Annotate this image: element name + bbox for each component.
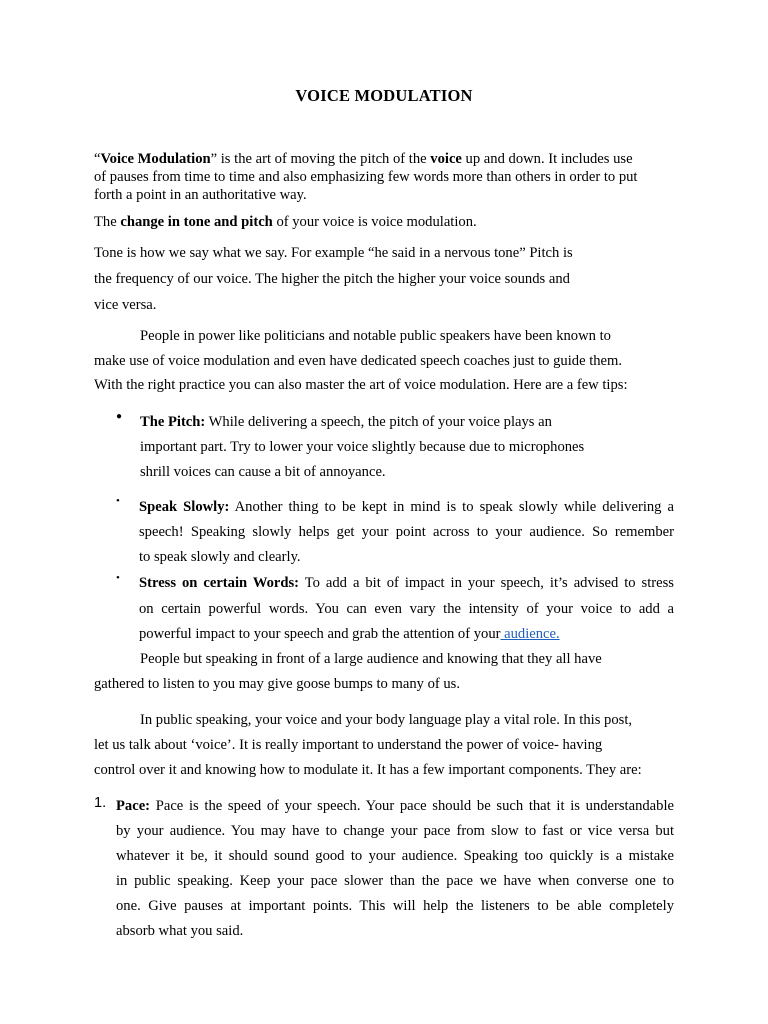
tone-line-1: Tone is how we say what we say. For example “he said in a nervous tone” Pitch is bbox=[94, 245, 573, 261]
bullet-small-icon: • bbox=[116, 572, 120, 584]
goose-line-1: People but speaking in front of a large audience and knowing that they all have bbox=[140, 651, 602, 667]
change-sentence: The change in tone and pitch of your voice is voice modulation. bbox=[94, 214, 477, 230]
bullet-pitch-line-3: shrill voices can cause a bit of annoyance. bbox=[140, 464, 386, 480]
intro-line-3: forth a point in an authoritative way. bbox=[94, 187, 307, 203]
pace-line-6: absorb what you said. bbox=[116, 923, 244, 939]
bullet-slow-line-1: Speak Slowly: Another thing to be kept in mind is to speak slowly while delivering a bbox=[139, 499, 674, 515]
bullet-slow-line-3: to speak slowly and clearly. bbox=[139, 549, 301, 565]
bullet-pitch bbox=[140, 410, 680, 485]
bullet-slow-label: Speak Slowly: bbox=[139, 499, 230, 515]
tone-line-3: vice versa. bbox=[94, 297, 157, 313]
bullet-stress-label: Stress on certain Words: bbox=[139, 575, 300, 591]
public-line-3: control over it and knowing how to modulate it. It has a few important components. They are: bbox=[94, 762, 642, 778]
public-line-2: let us talk about ‘voice’. It is really important to understand the power of voice- having bbox=[94, 737, 603, 753]
power-line-2: make use of voice modulation and even have dedicated speech coaches just to guide them. bbox=[94, 352, 623, 369]
bullet-small-icon: • bbox=[116, 495, 120, 507]
power-line-1: People in power like politicians and notable public speakers have been known to bbox=[140, 328, 611, 344]
term-change-tone-pitch: change in tone and pitch bbox=[120, 214, 273, 230]
intro-line-1: “Voice Modulation” is the art of moving the pitch of the voice up and down. It includes use bbox=[94, 151, 633, 167]
pace-line-4: in public speaking. Keep your pace slower than the pace we have when converse one to bbox=[116, 873, 674, 889]
bullet-stress-line-3: powerful impact to your speech and grab the attention of your audience. bbox=[139, 626, 560, 642]
intro-paragraph bbox=[94, 150, 674, 204]
bullet-pitch-label: The Pitch: bbox=[140, 414, 206, 430]
tone-line-2: the frequency of our voice. The higher the pitch the higher your voice sounds and bbox=[94, 271, 570, 287]
goose-paragraph bbox=[94, 647, 674, 697]
bullet-pitch-line-2: important part. Try to lower your voice slightly because due to microphones bbox=[140, 439, 585, 455]
bullet-stress-line-2: on certain powerful words. You can even vary the intensity of your voice to add a bbox=[139, 600, 674, 617]
page-title: VOICE MODULATION bbox=[295, 86, 473, 105]
bullet-stress bbox=[139, 571, 674, 648]
bullet-slow bbox=[139, 495, 674, 570]
pace-line-5: one. Give pauses at important points. This will help the listeners to be able completely bbox=[116, 898, 674, 914]
list-item-pace bbox=[116, 794, 674, 944]
bullet-filled-icon: ● bbox=[116, 411, 123, 422]
list-number: 1. bbox=[94, 795, 107, 811]
pace-line-2: by your audience. You may have to change your pace from slow to fast or vice versa but bbox=[116, 823, 674, 839]
pace-label: Pace: bbox=[116, 798, 151, 814]
goose-line-2: gathered to listen to you may give goose bumps to many of us. bbox=[94, 676, 461, 692]
term-voice: voice bbox=[430, 151, 462, 167]
public-line-1: In public speaking, your voice and your body language play a vital role. In this post, bbox=[140, 712, 633, 728]
public-paragraph bbox=[94, 708, 674, 783]
tone-paragraph bbox=[94, 240, 674, 318]
term-voice-modulation: Voice Modulation bbox=[100, 151, 211, 167]
intro-line-2: of pauses from time to time and also emphasizing few words more than others in order to put bbox=[94, 169, 638, 185]
pace-line-3: whatever it be, it should sound good to your audience. Speaking too quickly is a mistake bbox=[116, 848, 674, 864]
bullet-pitch-line-1: The Pitch: While delivering a speech, the pitch of your voice plays an bbox=[140, 414, 552, 430]
audience-link[interactable]: audience. bbox=[500, 626, 560, 642]
pace-line-1: Pace: Pace is the speed of your speech. Your pace should be such that it is understandable bbox=[116, 798, 674, 814]
bullet-slow-line-2: speech! Speaking slowly helps get your point across to your audience. So remember bbox=[139, 524, 674, 540]
power-line-3: With the right practice you can also master the art of voice modulation. Here are a few tips: bbox=[94, 377, 628, 393]
power-paragraph bbox=[94, 324, 674, 398]
bullet-stress-line-1: Stress on certain Words: To add a bit of impact in your speech, it’s advised to stress bbox=[139, 575, 674, 591]
